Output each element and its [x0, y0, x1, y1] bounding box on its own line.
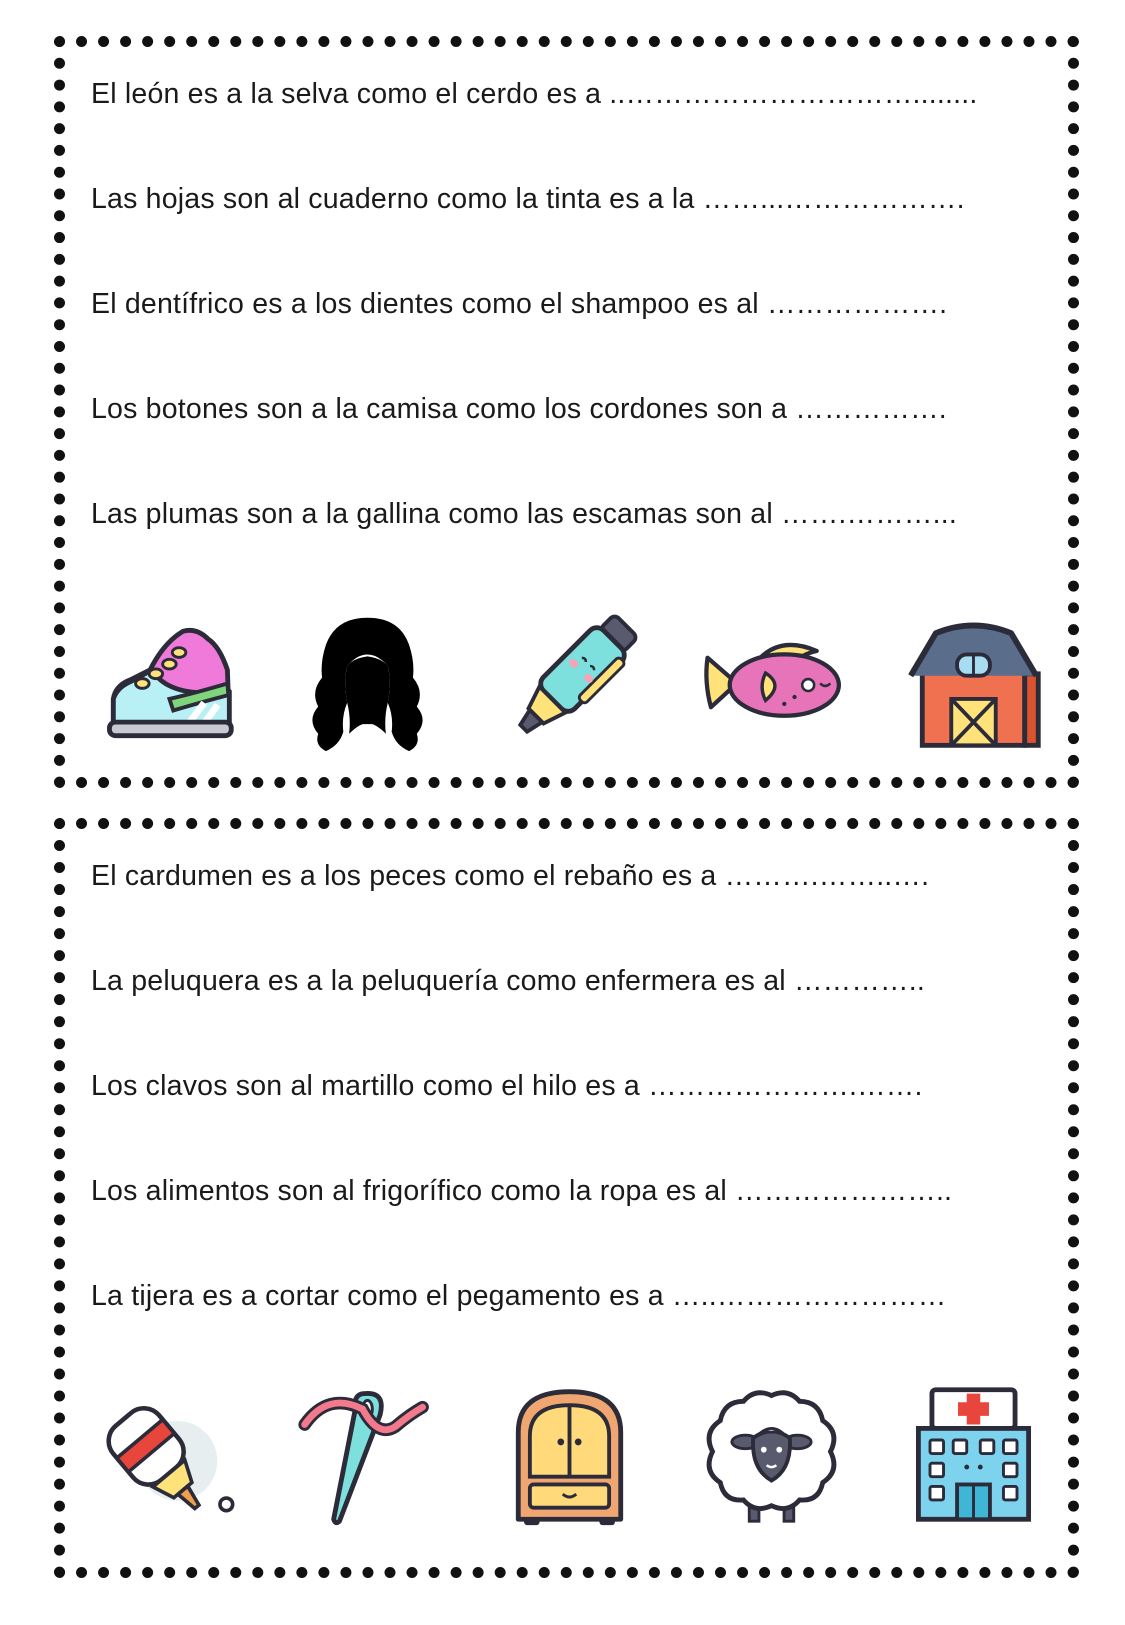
- marker-pen-icon: [495, 607, 645, 757]
- glue-bottle-icon: [91, 1379, 241, 1529]
- analogy-sentence: Los alimentos son al frigorífico como la ropa es al …………………..: [91, 1175, 953, 1207]
- analogy-sentence: Los botones son a la camisa como los cordones son a …………….: [91, 393, 947, 425]
- picture-row: [91, 1374, 1048, 1534]
- analogy-sentence: Los clavos son al martillo como el hilo es a ………………….…….: [91, 1070, 923, 1102]
- fish-icon: [696, 607, 846, 757]
- worksheet-section-2: [54, 818, 1079, 1578]
- analogy-sentence: El dentífrico es a los dientes como el shampoo es al ……………….: [91, 288, 948, 320]
- analogy-sentence: Las plumas son a la gallina como las escamas son al …….………...: [91, 498, 957, 530]
- sentence-list: [91, 856, 1048, 1381]
- picture-row: [91, 607, 1048, 757]
- analogy-sentence: El cardumen es a los peces como el rebaño es a ……….……..….: [91, 860, 930, 892]
- sheep-icon: [696, 1379, 846, 1529]
- analogy-sentence: El león es a la selva como el cerdo es a ..…………………………........: [91, 78, 978, 110]
- analogy-sentence: La peluquera es a la peluquería como enfermera es al …………..: [91, 965, 925, 997]
- wardrobe-icon: [495, 1379, 645, 1529]
- worksheet-section-1: [54, 36, 1079, 788]
- sentence-list: [91, 74, 1048, 599]
- needle-thread-icon: [293, 1379, 443, 1529]
- sneaker-icon: [91, 607, 241, 757]
- hospital-icon: [898, 1379, 1048, 1529]
- analogy-sentence: La tijera es a cortar como el pegamento es a …..……………………: [91, 1280, 947, 1312]
- barn-icon: [898, 607, 1048, 757]
- hair-icon: [293, 607, 443, 757]
- analogy-sentence: Las hojas son al cuaderno como la tinta es a la ……...……………….: [91, 183, 965, 215]
